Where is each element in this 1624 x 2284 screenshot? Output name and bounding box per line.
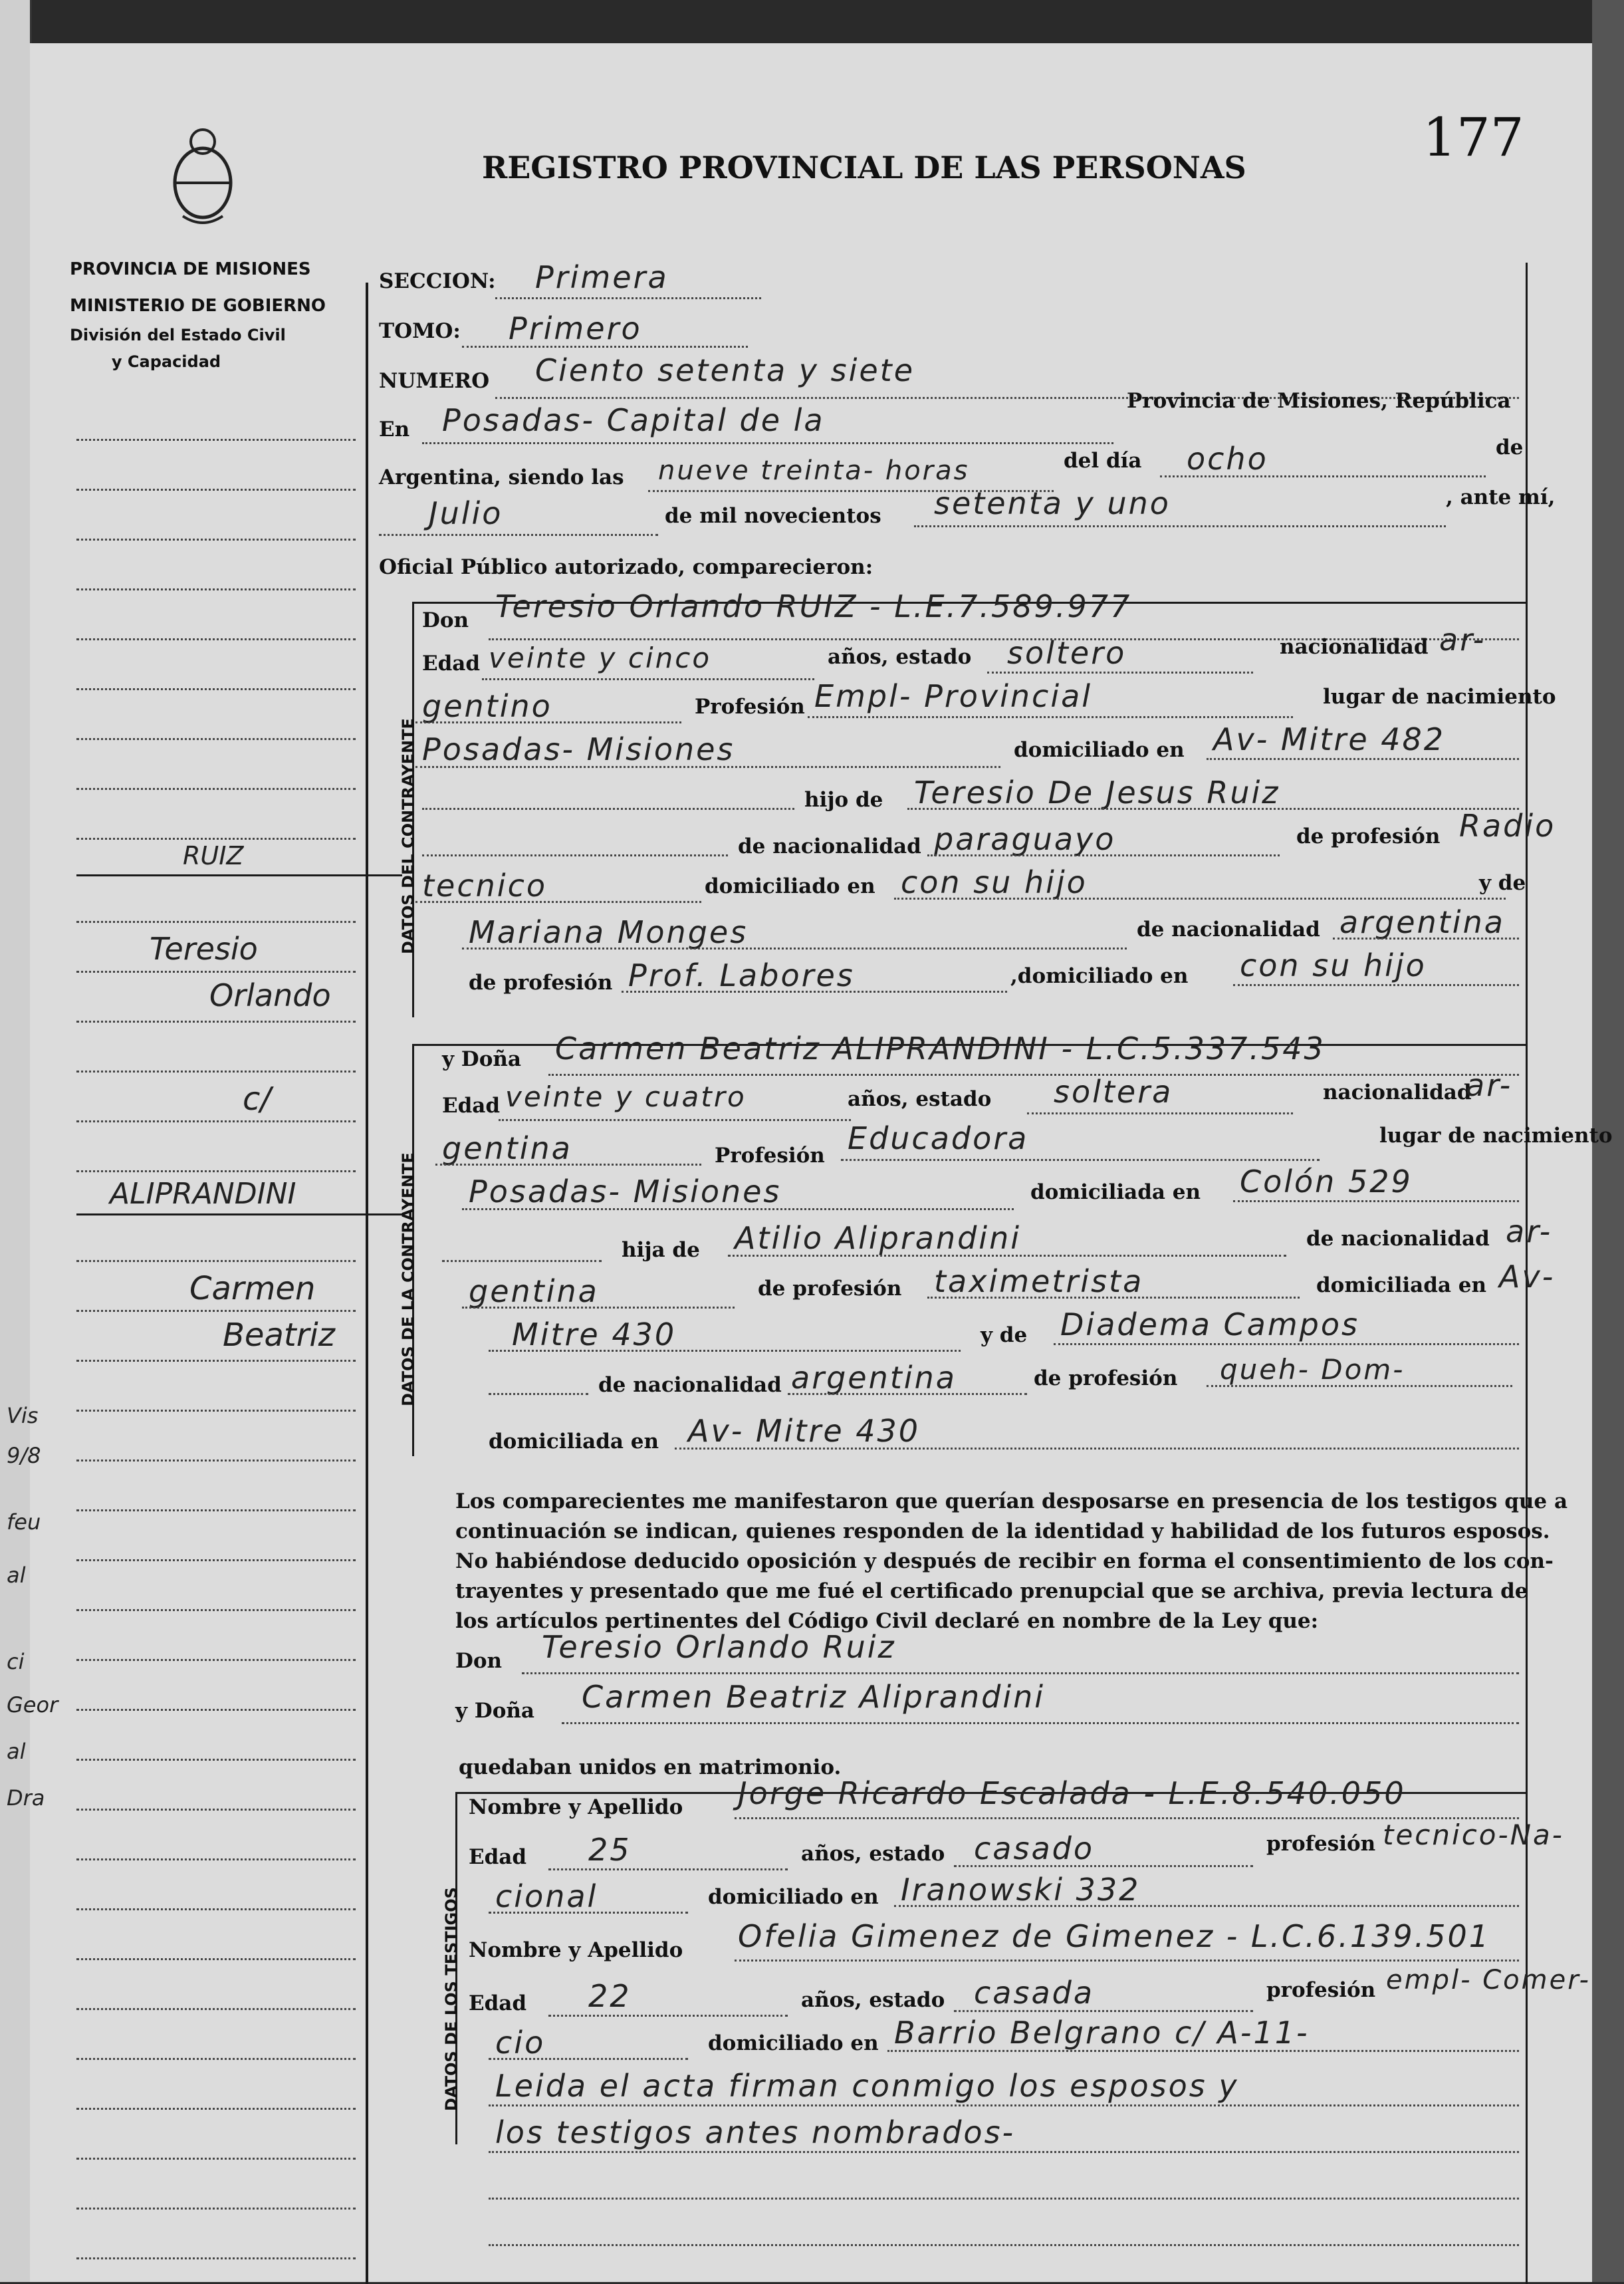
edge-note-7: al xyxy=(7,1739,26,1764)
margin-name-bride-1: Carmen xyxy=(189,1270,316,1307)
value-en: Posadas- Capital de la xyxy=(442,402,825,438)
value-cierre-1: Leida el acta firman conmigo los esposos y xyxy=(495,2068,1239,2104)
label-domiciliado-2: domiciliado en xyxy=(705,874,875,898)
label-y-dona: y Doña xyxy=(442,1047,521,1071)
label-lugar-nac-2: lugar de nacimiento xyxy=(1379,1124,1613,1148)
value-nac-groom-1: ar- xyxy=(1439,622,1486,658)
value-nac-madre-groom: argentina xyxy=(1339,904,1505,940)
header-capacity: y Capacidad xyxy=(111,352,221,371)
header-province: PROVINCIA DE MISIONES xyxy=(70,259,311,279)
coat-of-arms-icon xyxy=(163,123,243,229)
value-edad-t1: 25 xyxy=(588,1832,632,1868)
value-dom-madre-groom: con su hijo xyxy=(1240,948,1427,983)
page-title: REGISTRO PROVINCIAL DE LAS PERSONAS xyxy=(482,150,1246,186)
value-estado-t2: casada xyxy=(974,1975,1095,2011)
value-dom-padre-groom: con su hijo xyxy=(901,864,1088,900)
label-de-profesion-2: de profesión xyxy=(469,971,613,995)
value-dom-padre-bride-1: Av- xyxy=(1499,1259,1556,1295)
label-domiciliada-2: domiciliada en xyxy=(1316,1273,1487,1297)
edge-note-6: Geor xyxy=(7,1692,58,1717)
value-nac-padre-bride-2: gentina xyxy=(469,1273,599,1309)
label-profesion-t1: profesión xyxy=(1266,1832,1376,1856)
value-testigo1: Jorge Ricardo Escalada - L.E.8.540.050 xyxy=(738,1775,1406,1811)
value-anio: setenta y uno xyxy=(934,485,1171,521)
value-don: Teresio Orlando RUIZ - L.E.7.589.977 xyxy=(495,588,1132,624)
label-del-dia: del día xyxy=(1064,449,1142,473)
value-dona-final: Carmen Beatriz Aliprandini xyxy=(582,1679,1046,1715)
value-estado-t1: casado xyxy=(974,1831,1094,1866)
label-de-nacionalidad: de nacionalidad xyxy=(738,834,921,858)
value-prof-padre-bride: taximetrista xyxy=(934,1263,1144,1299)
label-tomo: TOMO: xyxy=(379,319,461,343)
paragraph-line-3: No habiéndose deducido oposición y después de recibir en forma el consentimiento de los con- xyxy=(455,1549,1554,1573)
value-prof-t2-1: empl- Comer- xyxy=(1386,1965,1591,1995)
label-domiciliado: domiciliado en xyxy=(1014,738,1185,762)
label-de-profesion-4: de profesión xyxy=(1034,1366,1178,1390)
paragraph-line-1: Los comparecientes me manifestaron que querían desposarse en presencia de los testigos que a xyxy=(455,1489,1568,1513)
label-ante-mi: , ante mí, xyxy=(1446,485,1556,509)
label-oficial: Oficial Público autorizado, comparecieron: xyxy=(379,555,873,579)
value-dom-groom: Av- Mitre 482 xyxy=(1213,721,1446,757)
value-prof-bride: Educadora xyxy=(848,1120,1029,1156)
value-lugar-groom: Posadas- Misiones xyxy=(422,731,735,767)
label-anos-estado: años, estado xyxy=(828,645,972,669)
value-testigo2: Ofelia Gimenez de Gimenez - L.C.6.139.501 xyxy=(738,1918,1491,1954)
edge-note-8: Dra xyxy=(7,1785,45,1811)
value-edad-groom: veinte y cinco xyxy=(489,642,712,674)
value-prof-madre-bride: queh- Dom- xyxy=(1220,1353,1405,1386)
label-de-profesion-3: de profesión xyxy=(758,1277,902,1301)
edge-note-3: feu xyxy=(7,1509,41,1535)
label-provincia: Provincia de Misiones, República xyxy=(1127,389,1511,413)
label-de-mil: de mil novecientos xyxy=(665,504,881,528)
label-edad: Edad xyxy=(422,652,481,676)
value-lugar-bride: Posadas- Misiones xyxy=(469,1174,782,1209)
margin-name-groom-2: Orlando xyxy=(209,977,331,1013)
label-edad-t1: Edad xyxy=(469,1845,527,1869)
label-y-de: y de xyxy=(1479,871,1526,895)
value-padre-bride: Atilio Aliprandini xyxy=(735,1220,1022,1256)
value-prof-madre-groom: Prof. Labores xyxy=(628,957,855,993)
value-dom-t2: Barrio Belgrano c/ A-11- xyxy=(894,2015,1310,2051)
value-nac-padre-groom: paraguayo xyxy=(934,821,1116,857)
label-hija-de: hija de xyxy=(622,1238,700,1262)
label-profesion-2: Profesión xyxy=(715,1144,825,1168)
label-numero: NUMERO xyxy=(379,369,490,393)
value-madre-bride: Diadema Campos xyxy=(1060,1307,1359,1342)
value-prof-t1-1: tecnico-Na- xyxy=(1383,1819,1564,1851)
label-don: Don xyxy=(422,608,469,632)
value-dom-padre-bride-2: Mitre 430 xyxy=(512,1317,677,1352)
value-prof-groom: Empl- Provincial xyxy=(814,678,1093,714)
value-seccion: Primera xyxy=(535,259,669,295)
label-quedaban: quedaban unidos en matrimonio. xyxy=(459,1755,842,1779)
label-y-de-2: y de xyxy=(981,1323,1028,1347)
label-profesion: Profesión xyxy=(695,695,805,719)
margin-name-groom-1: Teresio xyxy=(150,931,258,967)
value-nac-bride-2: gentina xyxy=(442,1130,572,1166)
margin-surname-groom: RUIZ xyxy=(183,841,244,870)
label-datos-la-contrayente: DATOS DE LA CONTRAYENTE xyxy=(399,1152,417,1406)
label-edad-2: Edad xyxy=(442,1094,501,1118)
value-edad-t2: 22 xyxy=(588,1978,632,2014)
margin-rule-2 xyxy=(76,1213,402,1215)
label-lugar-nac: lugar de nacimiento xyxy=(1323,685,1556,709)
value-edad-bride: veinte y cuatro xyxy=(505,1080,747,1113)
label-anos-estado-t2: años, estado xyxy=(801,1988,945,2012)
value-dona: Carmen Beatriz ALIPRANDINI - L.C.5.337.543 xyxy=(555,1031,1326,1067)
header-ministry: MINISTERIO DE GOBIERNO xyxy=(70,296,326,316)
label-don-final: Don xyxy=(455,1649,503,1673)
value-prof-t1-2: cional xyxy=(495,1878,598,1914)
page-number: 177 xyxy=(1423,106,1524,168)
label-domiciliado-t1: domiciliado en xyxy=(708,1885,879,1909)
label-datos-testigos: DATOS DE LOS TESTIGOS xyxy=(442,1887,461,2111)
book-spine xyxy=(0,0,32,2282)
value-nac-groom-2: gentino xyxy=(422,688,552,724)
label-de-profesion: de profesión xyxy=(1296,825,1441,848)
label-de-nacionalidad-3: de nacionalidad xyxy=(1306,1227,1490,1251)
paragraph-line-5: los artículos pertinentes del Código Civil declaré en nombre de la Ley que: xyxy=(455,1609,1319,1633)
label-nacionalidad: nacionalidad xyxy=(1280,635,1429,659)
paragraph-line-2: continuación se indican, quienes responden de la identidad y habilidad de los futuros esposos. xyxy=(455,1519,1550,1543)
value-prof-t2-2: cio xyxy=(495,2025,546,2061)
label-nombre-apellido-2: Nombre y Apellido xyxy=(469,1938,683,1962)
label-anos-estado-2: años, estado xyxy=(848,1087,992,1111)
value-estado-bride: soltera xyxy=(1054,1074,1173,1110)
edge-note-4: al xyxy=(7,1563,26,1588)
label-seccion: SECCION: xyxy=(379,269,496,293)
label-datos-contrayente: DATOS DEL CONTRAYENTE xyxy=(399,718,417,954)
header-division: División del Estado Civil xyxy=(70,326,286,344)
label-domiciliada-3: domiciliada en xyxy=(489,1430,659,1454)
label-de-nacionalidad-4: de nacionalidad xyxy=(598,1373,782,1397)
value-padre-groom: Teresio De Jesus Ruiz xyxy=(914,775,1280,811)
value-numero: Ciento setenta y siete xyxy=(535,352,915,388)
label-nombre-apellido: Nombre y Apellido xyxy=(469,1795,683,1819)
edge-note-1: Vis xyxy=(7,1403,39,1428)
paragraph-line-4: trayentes y presentado que me fué el certificado prenupcial que se archiva, previa lectura de xyxy=(455,1579,1528,1603)
register-page xyxy=(30,43,1613,2282)
value-dom-t1: Iranowski 332 xyxy=(901,1872,1141,1908)
label-comma-domiciliado: ,domiciliado en xyxy=(1010,964,1189,988)
label-de: de xyxy=(1496,436,1524,459)
label-de-nacionalidad-2: de nacionalidad xyxy=(1137,918,1320,942)
edge-note-2: 9/8 xyxy=(7,1443,41,1468)
margin-con: c/ xyxy=(243,1080,271,1118)
value-madre-groom: Mariana Monges xyxy=(469,914,749,950)
value-estado-groom: soltero xyxy=(1007,635,1127,671)
value-prof-padre-groom-1: Radio xyxy=(1459,808,1556,844)
value-nac-madre-bride: argentina xyxy=(791,1360,957,1396)
label-domiciliado-t2: domiciliado en xyxy=(708,2031,879,2055)
value-cierre-2: los testigos antes nombrados- xyxy=(495,2114,1016,2150)
value-prof-padre-groom-2: tecnico xyxy=(422,868,547,904)
value-don-final: Teresio Orlando Ruiz xyxy=(542,1629,896,1665)
value-tomo: Primero xyxy=(509,311,642,346)
margin-divider xyxy=(366,283,368,2284)
margin-surname-bride: ALIPRANDINI xyxy=(110,1177,296,1211)
edge-note-5: ci xyxy=(7,1649,25,1674)
value-hora: nueve treinta- horas xyxy=(658,455,970,486)
value-nac-bride-1: ar- xyxy=(1466,1067,1513,1103)
label-anos-estado-t1: años, estado xyxy=(801,1842,945,1866)
margin-name-bride-2: Beatriz xyxy=(223,1317,335,1354)
label-domiciliada: domiciliada en xyxy=(1030,1180,1201,1204)
label-nacionalidad-2: nacionalidad xyxy=(1323,1080,1472,1104)
value-nac-padre-bride-1: ar- xyxy=(1506,1213,1553,1249)
label-edad-t2: Edad xyxy=(469,1991,527,2015)
value-dom-bride: Colón 529 xyxy=(1240,1164,1413,1200)
value-dom-madre-bride: Av- Mitre 430 xyxy=(688,1413,921,1449)
value-mes: Julio xyxy=(429,495,503,531)
label-hijo-de: hijo de xyxy=(804,788,883,812)
label-argentina: Argentina, siendo las xyxy=(379,465,624,489)
value-dia: ocho xyxy=(1187,441,1268,477)
label-profesion-t2: profesión xyxy=(1266,1978,1376,2002)
margin-rule xyxy=(76,874,402,876)
label-y-dona-final: y Doña xyxy=(455,1699,534,1723)
label-en: En xyxy=(379,418,410,442)
